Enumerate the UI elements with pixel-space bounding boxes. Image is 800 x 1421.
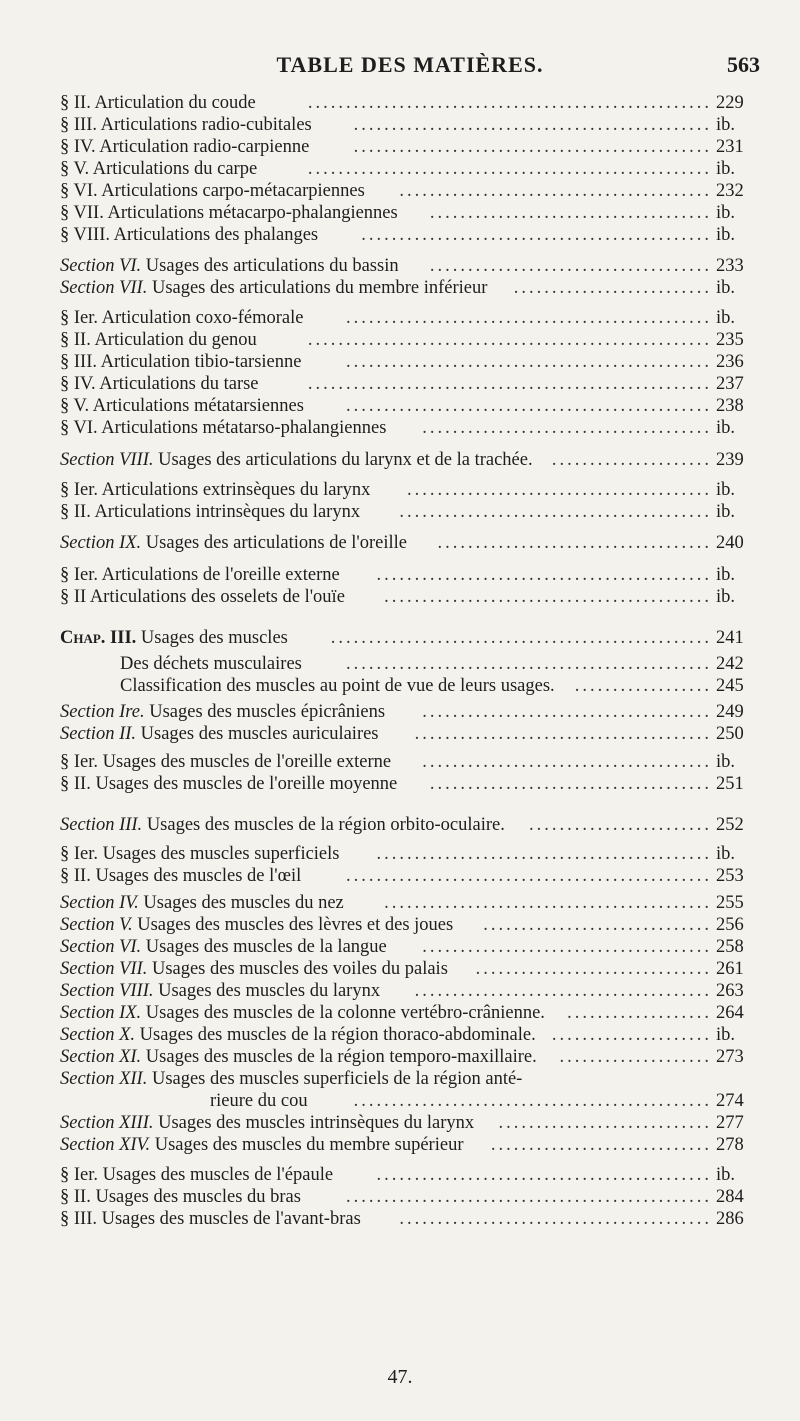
toc-entry <box>60 1112 760 1134</box>
toc-entry <box>60 92 760 114</box>
dot-leader: ................................................ <box>346 1187 712 1207</box>
toc-entry-text: Classification des muscles au point de vue de leurs usages. <box>120 676 555 696</box>
toc-entry-label <box>60 224 318 246</box>
toc-entry-text: rieure du cou <box>210 1091 308 1111</box>
toc-entry-page: 253 <box>716 866 744 886</box>
toc-entry-text: Usages des muscles <box>140 628 288 648</box>
toc-entry-page: ib. <box>716 1025 736 1045</box>
toc-entry-page: 239 <box>716 450 744 470</box>
toc-entry-mark: Section Ire. <box>60 702 145 722</box>
toc-entry <box>60 1024 760 1046</box>
dot-leader: ....................................... <box>414 981 712 1001</box>
dot-leader: .................................................. <box>330 628 712 648</box>
toc-entry-mark: Section XI. <box>60 1047 142 1067</box>
toc-entry-label <box>60 532 407 554</box>
dot-leader: .................... <box>559 1047 712 1067</box>
toc-entry-text: Articulations extrinsèques du larynx <box>101 480 371 500</box>
toc-entry-page: 274 <box>716 1091 744 1111</box>
toc-entry-page: 277 <box>716 1113 744 1133</box>
toc-entry-page: 235 <box>716 330 744 350</box>
toc-entry-label <box>60 136 309 158</box>
toc-entry <box>60 373 760 395</box>
toc-entry <box>60 307 760 329</box>
dot-leader: ..................................................... <box>307 330 712 350</box>
toc-entry-page: 273 <box>716 1047 744 1067</box>
toc-entry-mark: § V. <box>60 159 90 179</box>
toc-entry-mark: Chap. III. <box>60 628 137 648</box>
toc-entry-label <box>60 723 379 745</box>
toc-entry-page: 237 <box>716 374 744 394</box>
toc-entry-label <box>60 449 533 471</box>
toc-entry-text: Usages des muscles des lèvres et des joues <box>137 915 454 935</box>
toc-entry-label <box>210 1090 308 1112</box>
toc-entry-label <box>60 158 257 180</box>
dot-leader: ..................................... <box>429 774 712 794</box>
toc-entry-page: 250 <box>716 724 744 744</box>
dot-leader: .......................... <box>513 278 712 298</box>
toc-entry-text: Articulations du tarse <box>99 374 259 394</box>
dot-leader: ........................................... <box>384 587 712 607</box>
dot-leader: ............................................ <box>376 844 712 864</box>
toc-entry-mark: Section IX. <box>60 533 142 553</box>
toc-entry-label <box>60 307 304 329</box>
toc-entry-label <box>60 751 391 773</box>
toc-entry-page: 232 <box>716 181 744 201</box>
toc-entry-text: Usages des articulations du membre inférieur <box>151 278 488 298</box>
toc-entry-text: Usages des muscles de la région orbito-oculaire. <box>146 815 505 835</box>
dot-leader: ...................................... <box>422 418 712 438</box>
dot-leader: ................................................ <box>346 308 712 328</box>
dot-leader: ..................... <box>551 450 712 470</box>
toc-entry-label <box>60 1002 545 1024</box>
toc-entry <box>60 449 760 471</box>
toc-entry-page: ib. <box>716 1165 736 1185</box>
toc-entry <box>60 395 760 417</box>
toc-entry-label <box>60 936 387 958</box>
toc-entry-label <box>60 92 256 114</box>
toc-entry-label <box>120 675 555 697</box>
dot-leader: ......................................... <box>399 502 712 522</box>
toc-entry-text: Usages des muscles de la langue <box>145 937 387 957</box>
toc-entry-mark: Section IV. <box>60 893 139 913</box>
toc-entry <box>60 329 760 351</box>
toc-entry-text: Usages des articulations du larynx et de la trachée. <box>158 450 533 470</box>
dot-leader: ............................ <box>498 1113 712 1133</box>
toc-entry <box>60 417 760 439</box>
toc-entry-text: Articulations métatarso-phalangiennes <box>101 418 387 438</box>
toc-entry-mark: § Ier. <box>60 1165 99 1185</box>
toc-entry-page: 231 <box>716 137 744 157</box>
page-header <box>60 52 760 82</box>
toc-entry-label <box>60 701 385 723</box>
dot-leader: ................................................ <box>346 866 712 886</box>
toc-entry-label <box>60 914 453 936</box>
toc-entry-text: Articulation du genou <box>94 330 257 350</box>
toc-entry <box>60 892 760 914</box>
toc-entry-label <box>60 202 398 224</box>
toc-entry-mark: § II. <box>60 774 91 794</box>
toc-entry-page: 241 <box>716 628 744 648</box>
toc-entry-mark: Section XII. <box>60 1069 148 1089</box>
dot-leader: ................................................ <box>346 352 712 372</box>
toc-entry-label <box>60 1208 361 1230</box>
toc-entry-mark: § III. <box>60 352 97 372</box>
toc-entry <box>60 564 760 586</box>
toc-entry-text: Articulations carpo-métacarpiennes <box>101 181 365 201</box>
dot-leader: ..................................................... <box>307 159 712 179</box>
toc-entry <box>60 814 760 836</box>
toc-entry-text: Usages des muscles superficiels de la région anté- <box>151 1069 523 1089</box>
dot-leader: ............................................... <box>353 115 712 135</box>
toc-entry-page: 278 <box>716 1135 744 1155</box>
toc-entry-label <box>60 255 399 277</box>
toc-entry-text: Articulations de l'oreille externe <box>101 565 340 585</box>
dot-leader: ...................................... <box>422 702 712 722</box>
toc-entry-text: Articulation tibio-tarsienne <box>100 352 302 372</box>
toc-entry-page: ib. <box>716 203 736 223</box>
toc-entry-label <box>60 329 257 351</box>
toc-entry-mark: § Ier. <box>60 308 99 328</box>
toc-entry-page: 263 <box>716 981 744 1001</box>
toc-entry <box>60 501 760 523</box>
toc-entry <box>60 1134 760 1156</box>
toc-entry <box>60 586 760 608</box>
page-number: 563 <box>727 52 760 77</box>
toc-entry <box>60 1046 760 1068</box>
dot-leader: ...................................... <box>422 752 712 772</box>
toc-entry-page: ib. <box>716 308 736 328</box>
toc-entry-mark: Section VIII. <box>60 450 154 470</box>
toc-entry <box>60 723 760 745</box>
toc-entry-mark: Section VI. <box>60 937 142 957</box>
toc-entry <box>60 773 760 795</box>
toc-entry <box>60 114 760 136</box>
toc-entry-label <box>60 417 386 439</box>
toc-entry-label <box>60 395 304 417</box>
toc-entry-text: Usages des muscles épicrâniens <box>149 702 386 722</box>
toc-entry-label <box>60 865 301 887</box>
toc-entry-page: ib. <box>716 115 736 135</box>
toc-entry-label <box>60 373 259 395</box>
dot-leader: ........................................ <box>407 480 712 500</box>
toc-entry-mark: § VI. <box>60 181 98 201</box>
toc-entry-mark: Section V. <box>60 915 133 935</box>
toc-entry-mark: Section VII. <box>60 959 148 979</box>
dot-leader: .................. <box>574 676 712 696</box>
toc-entry <box>60 277 760 299</box>
toc-entry-mark: § II. <box>60 1187 91 1207</box>
toc-entry-label <box>60 479 370 501</box>
toc-entry-page: 242 <box>716 654 744 674</box>
dot-leader: ............................................... <box>353 1091 712 1111</box>
toc-entry <box>60 479 760 501</box>
dot-leader: ............................................... <box>353 137 712 157</box>
toc-entry <box>60 627 760 649</box>
toc-entry <box>60 701 760 723</box>
toc-entry-text: Usages des muscles superficiels <box>102 844 340 864</box>
toc-entry-mark: Section VII. <box>60 278 148 298</box>
toc-entry-text: Usages des muscles intrinsèques du larynx <box>158 1113 475 1133</box>
toc-entry-page: ib. <box>716 844 736 864</box>
toc-entry-text: Usages des articulations du bassin <box>145 256 399 276</box>
toc-entry-text: Usages des muscles de la colonne vertébro-crânienne. <box>145 1003 545 1023</box>
toc-entry-text: Usages des muscles de l'avant-bras <box>101 1209 361 1229</box>
toc-entry-page: 261 <box>716 959 744 979</box>
toc-entry-label <box>60 277 487 299</box>
dot-leader: ......................................... <box>399 1209 712 1229</box>
toc-entry-text: Articulations intrinsèques du larynx <box>94 502 361 522</box>
dot-leader: ..................................... <box>429 256 712 276</box>
dot-leader: .............................................. <box>361 225 712 245</box>
toc-entry-text: Articulations des phalanges <box>113 225 319 245</box>
toc-entry-label <box>60 773 397 795</box>
toc-entry-label <box>60 843 339 865</box>
toc-entry-text: Usages des muscles du larynx <box>158 981 381 1001</box>
toc-entry-mark: § Ier. <box>60 844 99 864</box>
signature-mark: 47. <box>387 1366 413 1388</box>
toc-entry <box>60 865 760 887</box>
toc-entry-mark: § II. <box>60 866 91 886</box>
toc-entry-mark: § V. <box>60 396 90 416</box>
toc-entry-page: 233 <box>716 256 744 276</box>
toc-entry-text: Articulations métatarsiennes <box>92 396 304 416</box>
toc-entry-mark: Section II. <box>60 724 137 744</box>
toc-entry-mark: § II. <box>60 330 91 350</box>
toc-entry-page: ib. <box>716 159 736 179</box>
toc-entry-text: Articulation coxo-fémorale <box>101 308 304 328</box>
dot-leader: ........................................... <box>384 893 712 913</box>
toc-entry-mark: § VIII. <box>60 225 111 245</box>
toc-entry <box>60 351 760 373</box>
toc-entry <box>60 675 760 697</box>
toc-entry-mark: § II. <box>60 93 91 113</box>
toc-entry <box>60 532 760 554</box>
toc-entry-label <box>60 627 288 649</box>
dot-leader: ............................. <box>490 1135 712 1155</box>
toc-entry-page: 286 <box>716 1209 744 1229</box>
toc-entry-page: ib. <box>716 587 736 607</box>
toc-entry-mark: § II. <box>60 502 91 522</box>
dot-leader: ....................................... <box>414 724 712 744</box>
toc-entry-mark: § Ier. <box>60 752 99 772</box>
toc-entry-label <box>60 114 312 136</box>
toc-entry <box>60 751 760 773</box>
toc-entry-text: Usages des articulations de l'oreille <box>145 533 408 553</box>
dot-leader: ........................ <box>529 815 712 835</box>
toc-entry-label <box>60 1068 522 1090</box>
toc-entry <box>60 255 760 277</box>
toc-entry-page: 255 <box>716 893 744 913</box>
toc-entry-mark: § IV. <box>60 374 96 394</box>
toc-entry-mark: § III. <box>60 115 97 135</box>
toc-entry-text: Articulation du coude <box>94 93 256 113</box>
toc-entry-text: Usages des muscles du bras <box>95 1187 301 1207</box>
toc-entry-label <box>60 1186 301 1208</box>
toc-entry-text: Usages des muscles des voiles du palais <box>151 959 448 979</box>
toc-entry-mark: § VII. <box>60 203 104 223</box>
toc-entry-page: 249 <box>716 702 744 722</box>
toc-entry-page: ib. <box>716 225 736 245</box>
dot-leader: ................... <box>567 1003 712 1023</box>
dot-leader: ..................... <box>551 1025 712 1045</box>
toc-entry-label <box>60 1164 333 1186</box>
dot-leader: ............................... <box>475 959 712 979</box>
toc-entry-mark: Section XIV. <box>60 1135 151 1155</box>
toc-entry-page: 251 <box>716 774 744 794</box>
toc-entry-text: Usages des muscles de la région thoraco-abdominale. <box>139 1025 536 1045</box>
dot-leader: ............................................ <box>376 1165 712 1185</box>
toc-entry-page: ib. <box>716 480 736 500</box>
toc-entry-mark: Section III. <box>60 815 143 835</box>
dot-leader: ...................................... <box>422 937 712 957</box>
dot-leader: ..................................................... <box>307 374 712 394</box>
toc-entry-text: Usages des muscles du nez <box>143 893 344 913</box>
toc-entry-page: 236 <box>716 352 744 372</box>
toc-entry <box>60 136 760 158</box>
toc-entry-label <box>60 958 448 980</box>
toc-entry-page: 284 <box>716 1187 744 1207</box>
toc-entry <box>60 1186 760 1208</box>
toc-entry <box>60 1164 760 1186</box>
toc-entry-text: Usages des muscles de la région temporo-maxillaire. <box>145 1047 537 1067</box>
toc-entry <box>60 1068 760 1090</box>
toc-entry-text: Usages des muscles de l'œil <box>95 866 302 886</box>
toc-entry-label <box>60 1024 536 1046</box>
toc-entry-label <box>60 564 340 586</box>
toc-entry-text: Usages des muscles de l'oreille externe <box>102 752 392 772</box>
toc-entry-label <box>60 180 365 202</box>
toc-entry-page: ib. <box>716 565 736 585</box>
toc-entry-mark: § VI. <box>60 418 98 438</box>
toc-entry-mark: § II <box>60 587 87 607</box>
toc-entry-mark: Section VIII. <box>60 981 154 1001</box>
dot-leader: .................................... <box>437 533 712 553</box>
toc-entry-label <box>60 814 505 836</box>
toc-entry-text: Articulation radio-carpienne <box>99 137 310 157</box>
toc-entry-label <box>60 980 380 1002</box>
toc-entry-page: ib. <box>716 278 736 298</box>
toc-entry-label <box>120 653 302 675</box>
toc-entry-label <box>60 351 301 373</box>
dot-leader: ......................................... <box>399 181 712 201</box>
running-title: TABLE DES MATIÈRES. <box>276 52 544 77</box>
toc-entry-mark: Section VI. <box>60 256 142 276</box>
dot-leader: .............................. <box>483 915 712 935</box>
toc-entry-page: 245 <box>716 676 744 696</box>
dot-leader: ................................................ <box>346 396 712 416</box>
toc-entry <box>60 1208 760 1230</box>
toc-entry-text: Articulations métacarpo-phalangiennes <box>107 203 398 223</box>
toc-entry-text: Articulations des osselets de l'ouïe <box>89 587 345 607</box>
dot-leader: ............................................ <box>376 565 712 585</box>
toc-entry <box>60 843 760 865</box>
toc-entry-label <box>60 892 344 914</box>
dot-leader: ..................................... <box>429 203 712 223</box>
toc-entry-mark: § IV. <box>60 137 96 157</box>
toc-entry-mark: Section IX. <box>60 1003 142 1023</box>
toc-entry-text: Articulations radio-cubitales <box>100 115 312 135</box>
toc-entry <box>60 158 760 180</box>
toc-entry-label <box>60 1134 463 1156</box>
toc-entry-text: Usages des muscles auriculaires <box>140 724 379 744</box>
toc-entry-label <box>60 1046 537 1068</box>
toc-entry-label <box>60 501 360 523</box>
toc-entry-page: 238 <box>716 396 744 416</box>
dot-leader: ................................................ <box>346 654 712 674</box>
toc-entry-page: 229 <box>716 93 744 113</box>
toc-entry-label <box>60 586 345 608</box>
toc-entry-text: Usages des muscles de l'épaule <box>102 1165 334 1185</box>
toc-entry-page: 258 <box>716 937 744 957</box>
toc-entry-page: 264 <box>716 1003 744 1023</box>
toc-entry-page: 252 <box>716 815 744 835</box>
toc-entry-mark: § Ier. <box>60 480 99 500</box>
toc-entry <box>60 224 760 246</box>
toc-entry-mark: § Ier. <box>60 565 99 585</box>
toc-entry <box>60 180 760 202</box>
toc-entry-text: Des déchets musculaires <box>120 654 302 674</box>
toc-entry <box>60 936 760 958</box>
toc-entry <box>60 1090 760 1112</box>
toc-entry-label <box>60 1112 474 1134</box>
toc-entry <box>60 980 760 1002</box>
toc-entry <box>60 958 760 980</box>
toc-entry-page: 256 <box>716 915 744 935</box>
toc-entry-mark: § III. <box>60 1209 97 1229</box>
toc-entry-page: 240 <box>716 533 744 553</box>
toc-entry-page: ib. <box>716 502 736 522</box>
toc-entry-text: Articulations du carpe <box>92 159 258 179</box>
dot-leader: ..................................................... <box>307 93 712 113</box>
toc-entry <box>60 202 760 224</box>
toc-entry-text: Usages des muscles du membre supérieur <box>154 1135 464 1155</box>
toc-entry-page: ib. <box>716 752 736 772</box>
toc-entry <box>60 653 760 675</box>
toc-entry <box>60 914 760 936</box>
toc-entry <box>60 1002 760 1024</box>
toc-entry-mark: Section X. <box>60 1025 136 1045</box>
toc-entry-page: ib. <box>716 418 736 438</box>
toc-entry-text: Usages des muscles de l'oreille moyenne <box>95 774 398 794</box>
toc-entry-mark: Section XIII. <box>60 1113 154 1133</box>
